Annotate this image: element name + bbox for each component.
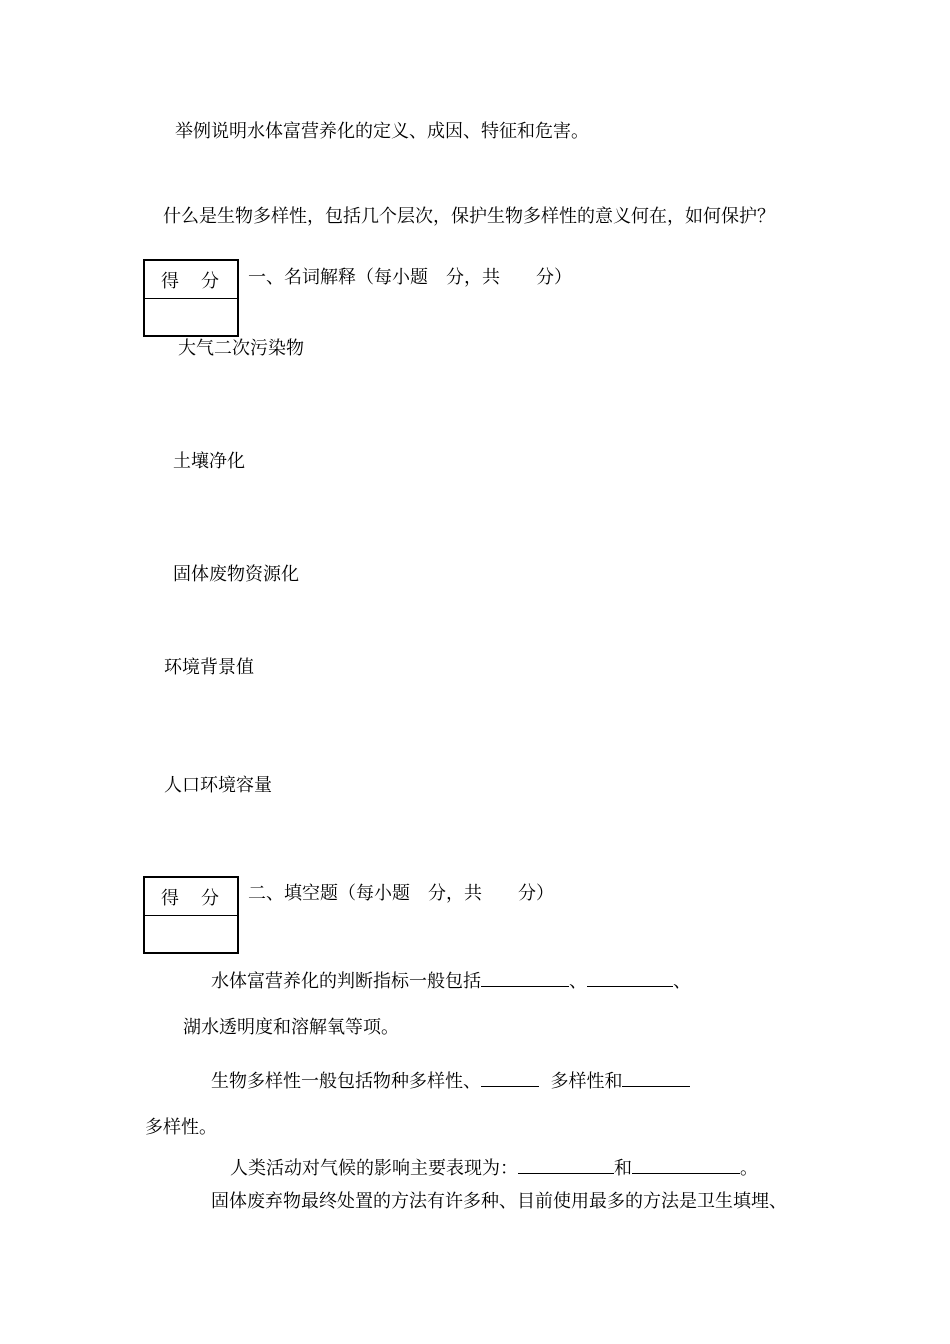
score-entry-cell[interactable] — [145, 299, 237, 337]
fill-question-3-text: 人类活动对气候的影响主要表现为： — [230, 1158, 518, 1179]
blank-line[interactable] — [481, 1068, 539, 1087]
score-box-section-1 — [143, 259, 239, 337]
fill-question-2-text: 生物多样性一般包括物种多样性、 — [211, 1071, 481, 1092]
fill-question-1-continued: 湖水透明度和溶解氧等项。 — [183, 1017, 399, 1038]
term-item: 土壤净化 — [173, 451, 245, 472]
fill-question-3 — [230, 1155, 758, 1180]
blank-line[interactable] — [481, 968, 569, 987]
score-label: 得 分 — [145, 261, 237, 299]
blank-line[interactable] — [632, 1155, 740, 1174]
question-biodiversity: 什么是生物多样性，包括几个层次，保护生物多样性的意义何在，如何保护？ — [163, 206, 775, 227]
fill-question-1 — [211, 968, 691, 993]
term-item: 环境背景值 — [164, 657, 254, 678]
fill-question-2-continued: 多样性。 — [145, 1117, 217, 1138]
fill-question-3-end: 。 — [740, 1158, 758, 1179]
fill-question-1-text: 水体富营养化的判断指标一般包括 — [211, 971, 481, 992]
blank-line[interactable] — [518, 1155, 614, 1174]
fill-question-2-mid: 多样性和 — [550, 1071, 623, 1092]
fill-question-4: 固体废弃物最终处置的方法有许多种、目前使用最多的方法是卫生填埋、 — [211, 1191, 787, 1212]
term-item: 固体废物资源化 — [173, 564, 299, 585]
score-entry-cell[interactable] — [145, 916, 237, 954]
term-item: 人口环境容量 — [164, 775, 272, 796]
blank-line[interactable] — [587, 968, 673, 987]
question-eutrophication: 举例说明水体富营养化的定义、成因、特征和危害。 — [175, 121, 589, 142]
section-1-heading: 一、名词解释（每小题 分，共 分） — [248, 267, 572, 288]
separator: 、 — [673, 971, 691, 992]
term-item: 大气二次污染物 — [178, 338, 304, 359]
separator: 、 — [569, 971, 587, 992]
fill-question-3-mid: 和 — [614, 1158, 632, 1179]
score-label: 得 分 — [145, 878, 237, 916]
section-2-heading: 二、填空题（每小题 分，共 分） — [248, 883, 554, 904]
blank-line[interactable] — [622, 1068, 690, 1087]
fill-question-2 — [211, 1068, 690, 1093]
score-box-section-2 — [143, 876, 239, 954]
